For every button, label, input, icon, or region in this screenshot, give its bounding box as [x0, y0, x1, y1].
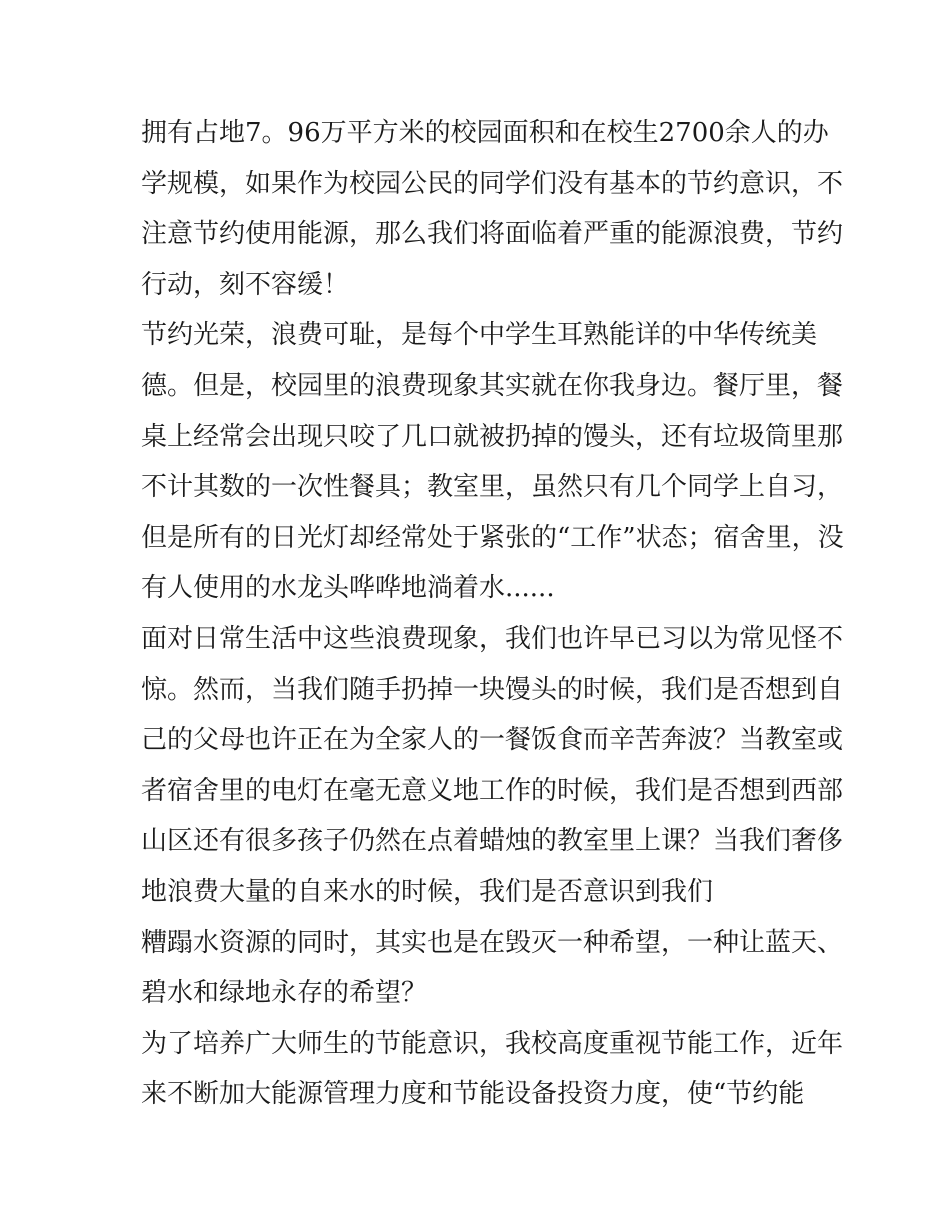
text-line: 山区还有很多孩子仍然在点着蜡烛的教室里上课？当我们奢侈 [141, 826, 844, 857]
text-line: 来不断加大能源管理力度和节能设备投资力度，使“节约能 [141, 1079, 805, 1110]
text-line: 为了培养广大师生的节能意识，我校高度重视节能工作，近年 [141, 1028, 844, 1059]
text-line: 行动，刻不容缓！ [141, 269, 350, 300]
text-line: 拥有占地7。96万平方米的校园面积和在校生2700余人的办 [141, 118, 829, 148]
text-line: 面对日常生活中这些浪费现象，我们也许早已习以为常见怪不 [141, 623, 844, 654]
text-line: 己的父母也许正在为全家人的一餐饭食而辛苦奔波？当教室或 [141, 725, 844, 756]
text-line: 有人使用的水龙头哗哗地淌着水...... [141, 573, 555, 604]
text-line: 糟蹋水资源的同时，其实也是在毁灭一种希望，一种让蓝天、 [141, 927, 844, 958]
text-line: 但是所有的日光灯却经常处于紧张的“工作”状态；宿舍里，没 [141, 522, 844, 553]
text-line: 不计其数的一次性餐具；教室里，虽然只有几个同学上自习， [141, 472, 844, 503]
text-line: 惊。然而，当我们随手扔掉一块馒头的时候，我们是否想到自 [141, 674, 844, 705]
text-line: 注意节约使用能源，那么我们将面临着严重的能源浪费，节约 [141, 219, 844, 250]
text-line: 桌上经常会出现只咬了几口就被扔掉的馒头，还有垃圾筒里那 [141, 421, 844, 452]
document-body [141, 108, 844, 1120]
text-line: 碧水和绿地永存的希望？ [141, 978, 428, 1009]
text-line: 学规模，如果作为校园公民的同学们没有基本的节约意识，不 [141, 168, 844, 199]
text-line: 者宿舍里的电灯在毫无意义地工作的时候，我们是否想到西部 [141, 775, 844, 806]
text-line: 节约光荣，浪费可耻，是每个中学生耳熟能详的中华传统美 [141, 320, 818, 351]
text-line: 德。但是，校园里的浪费现象其实就在你我身边。餐厅里，餐 [141, 370, 844, 401]
text-line: 地浪费大量的自来水的时候，我们是否意识到我们 [141, 876, 714, 907]
